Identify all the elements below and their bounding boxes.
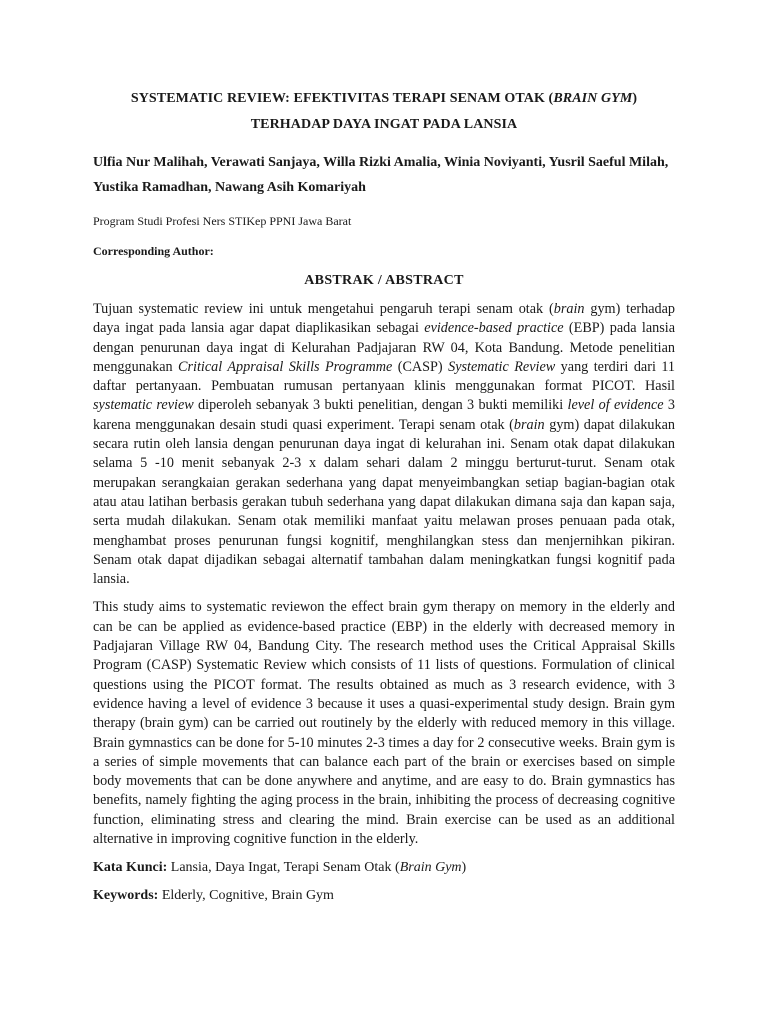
- abstract-id-italic: Critical Appraisal Skills Programme: [178, 358, 393, 375]
- abstract-english: This study aims to systematic reviewon the effect brain gym therapy on memory in the elderly and can be can be applied as evidence-based practice (EBP) in the elderly with decreased memory in Padjajaran Village RW 04, Bandung City. The research method uses the Critical Appraisal Skills Program (CASP) Systematic Review which consists of 11 lists of questions. Formulation of clinical questions using the PICOT format. The results obtained as much as 3 research evidence, with 3 evidence having a level of evidence 3 because it uses a quasi-experimental study design. Brain gym therapy (brain gym) can be carried out routinely by the elderly with reduced memory in this village. Brain gymnastics can be done for 5-10 minutes 2-3 times a day for 2 consecutive weeks. Brain gym is a series of simple movements that can balance each part of the brain or exercises based on simple body movements that can be done anywhere and anytime, and are easy to do. Brain gymnastics has benefits, namely fighting the aging process in the brain, inhibiting the process of decreasing cognitive function, eliminating stress and clearing the mind. Brain exercise can be used as an additional alternative in improving cognitive function in the elderly.: [93, 599, 675, 848]
- keywords: [93, 887, 675, 905]
- abstract-id-italic: brain: [553, 301, 585, 317]
- corresponding-author: Corresponding Author:: [93, 244, 214, 258]
- abstract-id-italic: evidence-based practice: [424, 320, 564, 337]
- title-line2: TERHADAP DAYA INGAT PADA LANSIA: [250, 117, 518, 132]
- author-list: Ulfia Nur Malihah, Verawati Sanjaya, Willa Rizki Amalia, Winia Noviyanti, Yusril Saeful Milah, Yustika Ramadhan, Nawang Asih Komariyah: [93, 155, 669, 195]
- abstract-id-text: gym) dapat dilakukan secara rutin oleh lansia dengan penurunan daya ingat di kelurahan ini. Senam otak dapat dilakukan selama 5 -10 menit sebanyak 2-3 x dalam sehari dalam 2 minggu berturut-turut. Senam otak merupakan serangkaian gerakan sederhana yang dapat menyeimbangkan setiap bagian-bagian otak atau atau latihan berbasis gerakan tubuh sederhana yang dapat dilakukan dimana saja dan kapan saja, serta mudah dilakukan. Senam otak memiliki manfaat yaitu melawan proses penuaan pada otak, menghambat proses penurunan fungsi kognitif, menghilangkan stess dan menjernihkan pikiran. Senam otak dapat dijadikan sebagai alternatif tambahan dalam meningkatkan fungsi kognitif pada lansia.: [93, 416, 676, 588]
- abstract-id-italic: brain: [513, 416, 545, 433]
- kata-kunci-italic: Brain Gym: [399, 860, 462, 876]
- abstract-id-text: gym) terhadap daya ingat pada lansia agar dapat diaplikasikan sebagai: [93, 301, 675, 337]
- kata-kunci-label: Kata Kunci:: [93, 860, 168, 876]
- abstract-id-italic: Systematic Review: [448, 358, 556, 375]
- abstract-id-text: Tujuan systematic review ini untuk mengetahui pengaruh terapi senam otak (: [93, 301, 554, 317]
- abstract-id-text: diperoleh sebanyak 3 bukti penelitian, dengan 3 bukti memiliki: [193, 397, 568, 414]
- title-line1-start: SYSTEMATIC REVIEW: EFEKTIVITAS TERAPI SENAM OTAK (: [130, 91, 554, 106]
- abstract-id-italic: systematic review: [93, 397, 194, 414]
- affiliation: Program Studi Profesi Ners STIKep PPNI Jawa Barat: [93, 214, 352, 228]
- abstract-id-text: yang terdiri dari 11 daftar pertanyaan. Pembuatan rumusan pertanyaan klinis menggunakan format PICOT. Hasil: [93, 358, 675, 395]
- abstract-indonesian: [93, 300, 675, 589]
- kata-kunci: [93, 859, 675, 877]
- keywords-text: Elderly, Cognitive, Brain Gym: [158, 888, 334, 904]
- paper-page: [93, 86, 675, 905]
- abstract-id-text: 3 karena menggunakan desain studi quasi experiment. Terapi senam otak (: [93, 397, 675, 433]
- title-line1-end: ): [632, 91, 638, 106]
- kata-kunci-text: Lansia, Daya Ingat, Terapi Senam Otak (: [167, 860, 400, 876]
- paper-title: [93, 86, 675, 138]
- abstract-heading: ABSTRAK / ABSTRACT: [304, 273, 464, 288]
- title-line1-italic: BRAIN GYM: [553, 91, 633, 106]
- abstract-id-text: (EBP) pada lansia dengan penurunan daya ingat di Kelurahan Padjajaran RW 04, Kota Bandung. Metode penelitian menggunakan: [93, 320, 675, 375]
- abstract-id-italic: level of evidence: [567, 397, 664, 414]
- abstract-id-text: (CASP): [392, 358, 449, 375]
- keywords-label: Keywords:: [93, 888, 159, 904]
- kata-kunci-close: ): [461, 860, 467, 876]
